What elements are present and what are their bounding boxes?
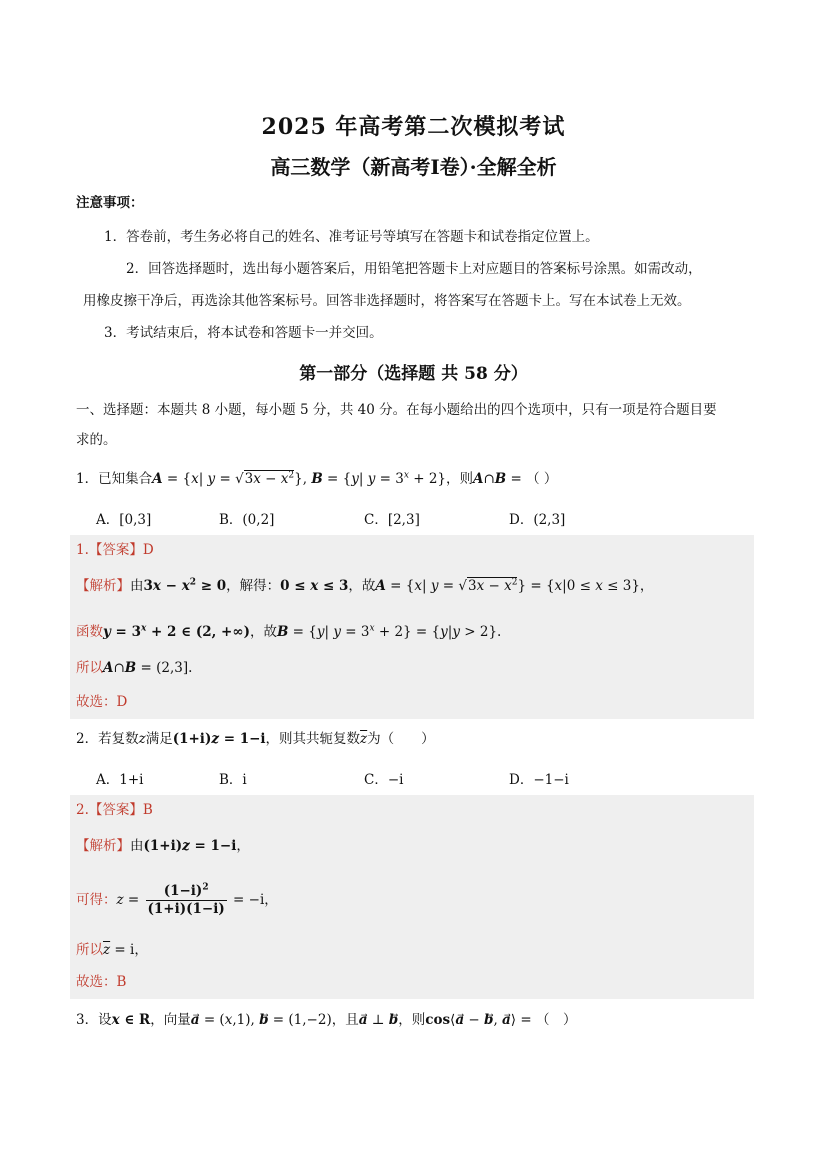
q2-option-c: C．−i	[364, 772, 404, 788]
notice-item-3: 3．考试结束后，将本试卷和答题卡一并交回。	[104, 325, 383, 341]
q1-analysis-line-2: 函数$y = 3^x + 2$ ∈ (2, +∞)，故B = {y| $y = 3^x + 2\} = \{y|y > 2\}$.	[76, 623, 502, 640]
q2-analysis-line-2: 可得：z = $\frac{(1-i)^2}{(1+i)(1-i)}$ = −i，	[76, 882, 278, 917]
q1-analysis-line-3: 所以A∩B = (2,3].	[76, 660, 193, 676]
q2-choose: 故选：B	[76, 974, 127, 990]
notice-item-1: 1．答卷前，考生务必将自己的姓名、准考证号等填写在答题卡和试卷指定位置上。	[104, 229, 599, 245]
q3-stem: 3．设x ∈ R，向量a⃗ = (x,1), b⃗ = (1,−2)，且a⃗ ⊥ b，则cos⟨a⃗ − b⃗, a⃗⟩ = （ ）	[76, 1012, 577, 1028]
q2-answer: 2.【答案】B	[76, 802, 153, 818]
q2-option-b: B．i	[219, 772, 247, 788]
q1-option-b: B．(0,2]	[219, 512, 275, 528]
notice-item-2a: 2．回答选择题时，选出每小题答案后，用铅笔把答题卡上对应题目的答案标号涂黑。如需改动，	[126, 261, 702, 277]
q2-option-d: D．−1−i	[509, 772, 569, 788]
q1-choose: 故选：D	[76, 694, 128, 710]
q1-stem: 1．已知集合A = {x| $y = √3x - x^2$}, B = {y| $y = 3^x + 2$}，则A∩B = （ ）	[76, 470, 558, 487]
q2-analysis-line-1: 【解析】由(1+i)z = 1−i，	[76, 838, 250, 854]
notice-item-2b: 用橡皮擦干净后，再选涂其他答案标号。回答非选择题时，将答案写在答题卡上。写在本试卷上无效。	[83, 293, 691, 309]
q1-option-d: D．(2,3]	[509, 512, 566, 528]
exam-subtitle: 高三数学（新高考Ⅰ卷）·全解全析	[270, 155, 557, 179]
q2-analysis-line-3: 所以$\overline{z} = i$，	[76, 942, 148, 958]
q2-stem: 2．若复数z满足(1+i)z = 1−i，则其共轭复数$\overline{z}$为（ ）	[76, 731, 435, 747]
section-title: 第一部分（选择题 共 58 分）	[299, 364, 528, 384]
notice-heading: 注意事项：	[76, 195, 144, 211]
q2-option-a: A．1+i	[96, 772, 144, 788]
section-desc-2: 求的。	[76, 432, 117, 448]
section-desc-1: 一、选择题：本题共 8 小题，每小题 5 分，共 40 分。在每小题给出的四个选项中，只有一项是符合题目要	[76, 402, 717, 418]
q1-answer: 1.【答案】D	[76, 542, 154, 558]
q1-option-c: C．[2,3]	[364, 512, 420, 528]
q1-analysis-line-1: 【解析】由$3x - x^2 \ge 0$，解得：0 ≤ x ≤ 3，故A = {x| $y = √3x - x^2\} = \{x|0 \le x \le 3\}$，	[76, 577, 654, 594]
q1-option-a: A．[0,3]	[96, 512, 152, 528]
exam-title: 2025 年高考第二次模拟考试	[261, 114, 566, 140]
